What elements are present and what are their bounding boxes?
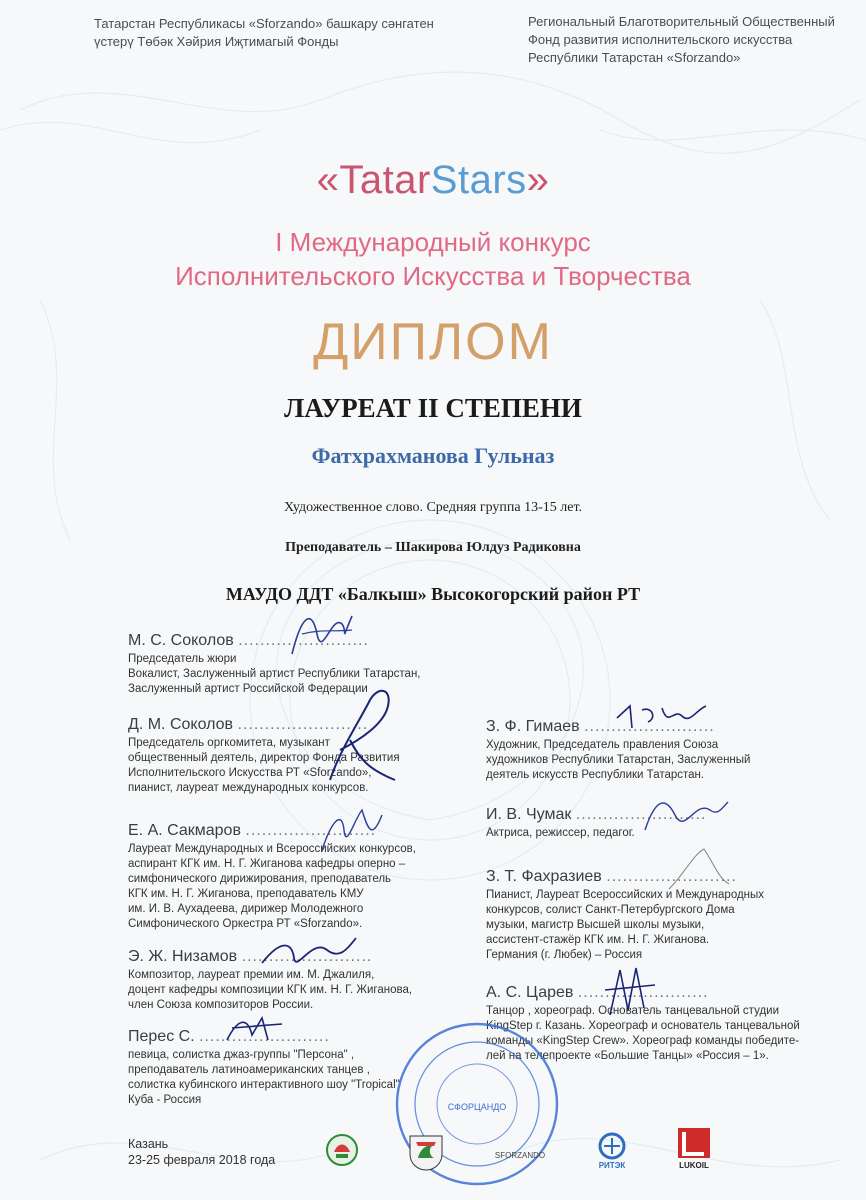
header-right-line-1: Региональный Благотворительный Общественный [528,14,835,29]
juror-desc-line: лей на телепроекте «Большие Танцы» «Россия – 1». [486,1050,769,1062]
sforzando-logo-icon [488,1138,552,1168]
signature-sokolov-ms [282,604,362,664]
juror-name: З. Т. Фахразиев [486,868,602,885]
header-left-line-2: үстерү Төбәк Хәйрия Иҗтимагый Фонды [94,34,339,49]
juror-name: А. С. Царев [486,984,574,1001]
brand-title [0,158,866,203]
footer-city-date [128,1136,275,1168]
juror-desc-line: Танцор , хореограф. Основатель танцевальной студии [486,1005,779,1017]
juror-desc-line: Куба - Россия [128,1094,202,1106]
stamp-text: СФОРЦАНДО [447,1102,507,1112]
juror-desc-line: пианист, лауреат международных конкурсов. [128,782,369,794]
teacher-text: Преподаватель – Шакирова Юлдуз Радиковна [285,540,581,555]
juror-desc-line: солистка кубинского интерактивного шоу "Tropical" [128,1079,400,1091]
juror-desc-line: Исполнительского Искусства РТ «Sforzando», [128,767,372,779]
juror-name: Д. М. Соколов [128,716,234,733]
juror-desc-line: общественный деятель, директор Фонда Развития [128,752,400,764]
city-name: Казань [128,1137,169,1151]
juror-desc-line: Председатель жюри [128,653,237,665]
juror-desc-line: Художник, Председатель правления Союза [486,739,719,751]
juror-name: Перес С. [128,1028,195,1045]
juror-left-3 [128,822,468,932]
juror-desc-line: KingStep г. Казань. Хореограф и основатель танцевальной [486,1020,800,1032]
juror-name: З. Ф. Гимаев [486,718,580,735]
signature-fakhraziev [664,844,734,894]
signature-tsarev [600,960,660,1020]
juror-desc-line: Председатель оргкомитета, музыкант [128,737,330,749]
category-text: Художественное слово. Средняя группа 13-15 лет. [283,500,583,515]
diploma-heading: ДИПЛОМ [313,313,553,371]
signature-dots: ........................ [584,718,715,735]
ritek-logo-icon [592,1130,632,1170]
juror-desc-line: аспирант КГК им. Н. Г. Жиганова кафедры оперно – [128,858,406,870]
juror-desc-line: им. И. В. Аухадеева, дирижер Молодежного [128,903,364,915]
event-date: 23-25 февраля 2018 года [128,1153,276,1167]
contest-subtitle [0,225,866,293]
header-right [528,13,848,67]
juror-description [486,738,826,783]
juror-desc-line: член Союза композиторов России. [128,999,314,1011]
juror-description [128,736,468,796]
header-left [94,15,454,51]
tatarstan-emblem-icon [326,1134,358,1166]
subtitle-line-2: Исполнительского Искусства и Творчества [175,261,691,291]
juror-left-2 [128,716,468,796]
header-right-line-2: Фонд развития исполнительского искусства [528,32,793,47]
juror-desc-line: Вокалист, Заслуженный артист Республики Татарстан, [128,668,421,680]
juror-desc-line: деятель искусств Республики Татарстан. [486,769,705,781]
signature-nizamov [252,928,362,978]
juror-desc-line: Заслуженный артист Российской Федерации [128,683,368,695]
signature-dots: ........................ [606,868,737,885]
juror-desc-line: Актриса, режиссер, педагог. [486,827,635,839]
juror-desc-line: преподаватель латиноамериканских танцев , [128,1064,370,1076]
juror-desc-line: Германия (г. Любек) – Россия [486,949,643,961]
lukoil-label: LUKOIL [679,1161,709,1170]
school-text: МАУДО ДДТ «Балкыш» Высокогорский район РТ [225,584,641,604]
juror-name: Е. А. Сакмаров [128,822,241,839]
signature-dots: ........................ [238,632,369,649]
juror-desc-line: конкурсов, солист Санкт-Петербургского Дома [486,904,735,916]
lukoil-logo-icon [674,1126,714,1170]
juror-desc-line: художников Республики Татарстан, Заслуженный [486,754,751,766]
juror-desc-line: Лауреат Международных и Всероссийских конкурсов, [128,843,416,855]
juror-desc-line: Симфонического Оркестра РТ «Sforzando». [128,918,363,930]
signature-dots: ........................ [241,948,373,965]
juror-desc-line: ассистент-стажёр КГК им. Н. Г. Жиганова. [486,934,710,946]
juror-description [128,842,468,932]
header-left-line-1: Татарстан Республикасы «Sforzando» башкару сәнгатен [94,16,434,31]
signature-gimaev [612,698,712,734]
brand-part-2: Stars [430,158,527,202]
brand-quote-close: » [526,158,550,202]
signature-sokolov-dm [300,680,410,790]
signature-dots: ........................ [199,1028,330,1045]
signature-dots: ........................ [577,984,709,1001]
juror-description [486,888,826,963]
juror-name: М. С. Соколов [128,632,234,649]
juror-desc-line: Композитор, лауреат премии им. М. Джалиля, [128,969,375,981]
ritek-label: РИТЭК [598,1161,626,1170]
brand-quote-open: « [316,158,340,202]
juror-right-3 [486,868,826,963]
juror-desc-line: доцент кафедры композиции КГК им. Н. Г. Жиганова, [128,984,413,996]
juror-desc-line: симфонического дирижирования, преподаватель [128,873,392,885]
juror-desc-line: музыки, магистр Высшей школы музыки, [486,919,705,931]
sforzando-logo-label: SFORZANDO [494,1151,546,1160]
juror-name: И. В. Чумак [486,806,572,823]
juror-desc-line: команды «KingStep Crew». Хореограф команды победите- [486,1035,800,1047]
header-right-line-3: Республики Татарстан «Sforzando» [528,50,741,65]
laureate-degree: ЛАУРЕАТ II СТЕПЕНИ [284,393,582,423]
signature-dots: ........................ [245,822,377,839]
juror-desc-line: Пианист, Лауреат Всероссийских и Международных [486,889,765,901]
signature-dots: ........................ [575,806,707,823]
kazan-coat-of-arms-icon [406,1132,446,1172]
signature-dots: ........................ [237,716,369,733]
signature-sakmarov [312,800,392,860]
juror-desc-line: КГК им. Н. Г. Жиганова, преподаватель КМУ [128,888,364,900]
signature-chumak [640,790,730,840]
juror-desc-line: певица, солистка джаз-группы "Персона" , [128,1049,355,1061]
signature-peres [222,1010,292,1050]
subtitle-line-1: I Международный конкурс [275,227,591,257]
brand-part-1: Tatar [339,158,431,202]
winner-name: Фатхрахманова Гульназ [311,443,555,468]
juror-name: Э. Ж. Низамов [128,948,238,965]
